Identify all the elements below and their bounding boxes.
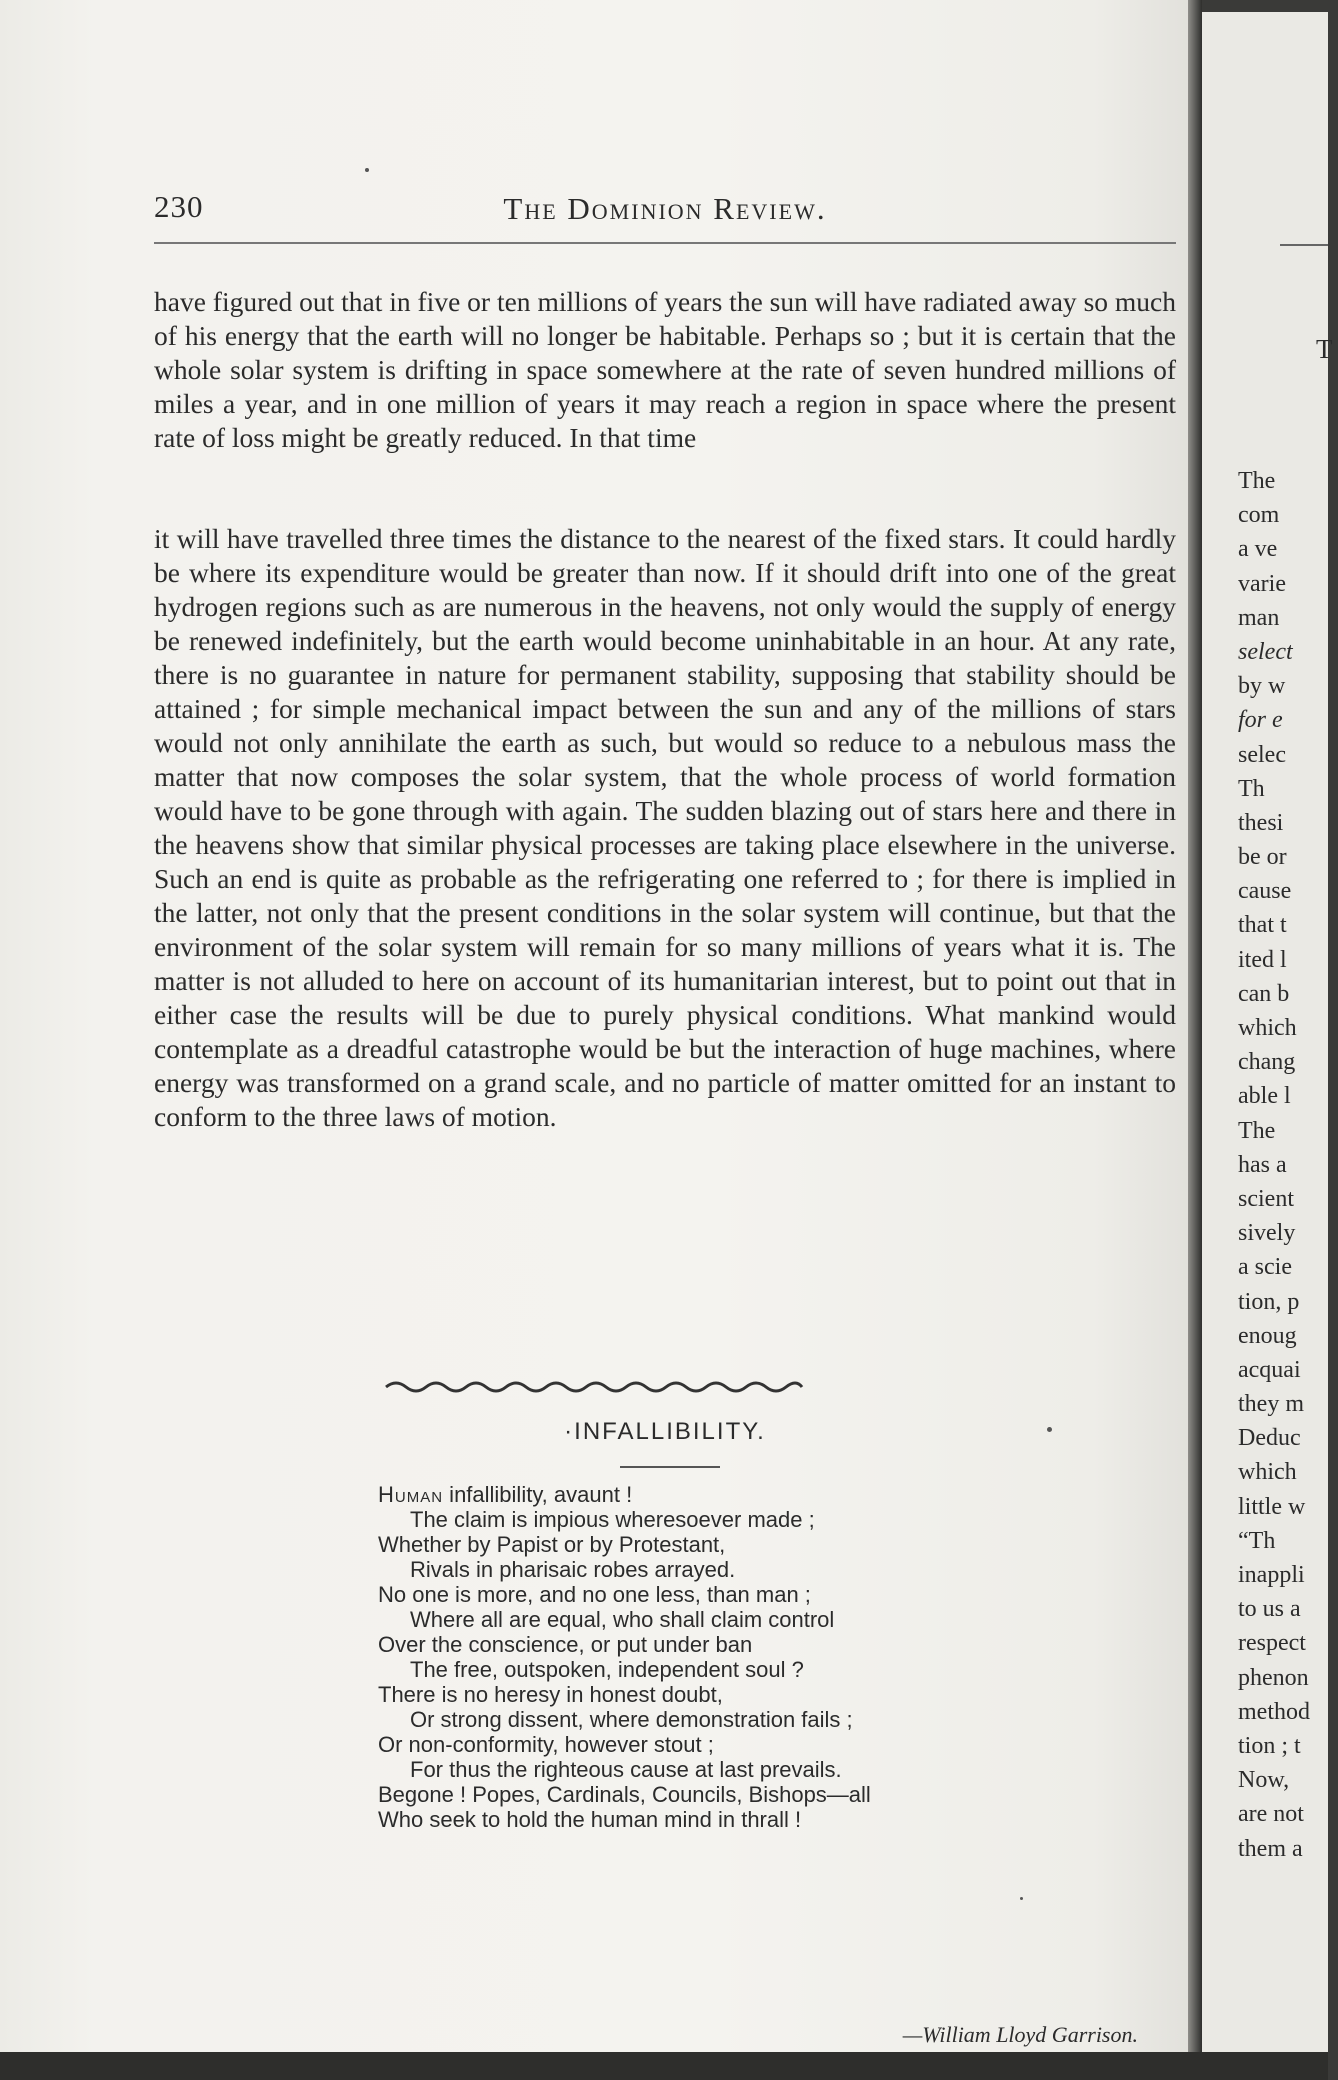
running-head: The Dominion Review. — [503, 191, 827, 226]
print-speck — [1020, 1897, 1023, 1900]
poem-line: No one is more, and no one less, than man ; — [378, 1582, 811, 1607]
adjacent-line: has a — [1238, 1151, 1287, 1178]
poem-line: The free, outspoken, independent soul ? — [410, 1657, 804, 1682]
wavy-divider-ornament — [384, 1375, 804, 1399]
adjacent-heading-fragment: T — [1316, 334, 1333, 364]
poem-line: Or non-conformity, however stout ; — [378, 1732, 714, 1757]
page-header — [154, 185, 1176, 229]
adjacent-line: them a — [1238, 1835, 1303, 1862]
adjacent-line: acquai — [1238, 1356, 1301, 1383]
adjacent-line: varie — [1238, 570, 1286, 597]
adjacent-line: scient — [1238, 1185, 1294, 1212]
poem-line: Or strong dissent, where demonstration fails ; — [410, 1707, 853, 1732]
adjacent-line: be or — [1238, 844, 1287, 871]
adjacent-line: are not — [1238, 1801, 1304, 1828]
poem — [378, 1482, 1098, 1832]
poem-line-1 — [378, 1482, 1098, 1507]
adjacent-line: respect — [1238, 1630, 1306, 1657]
adjacent-line: select — [1238, 638, 1293, 665]
adjacent-line: Now, — [1238, 1767, 1290, 1794]
adjacent-line: phenon — [1238, 1664, 1309, 1691]
poem-line: Rivals in pharisaic robes arrayed. — [410, 1557, 736, 1582]
adjacent-page-fragment — [1202, 12, 1333, 2052]
adjacent-line: can b — [1238, 980, 1290, 1007]
poem-attribution: —William Lloyd Garrison. — [902, 2022, 1138, 2047]
poem-line: Begone ! Popes, Cardinals, Councils, Bishops—all — [378, 1782, 871, 1807]
book-gutter — [1188, 0, 1202, 2052]
adjacent-text-column — [1238, 464, 1338, 1866]
adjacent-line: chang — [1238, 1049, 1296, 1076]
adjacent-line: selec — [1238, 741, 1286, 768]
adjacent-line: sively — [1238, 1220, 1296, 1247]
body-paragraph-1: have figured out that in five or ten millions of years the sun will have radiated away so much of his energy that the earth will no longer be habitable. Perhaps so ; but it is certain that the whole solar system is drifting in space somewhere at the rate of seven hundred millions of miles a year, and in one million of years it may reach a region in space where the present rate of loss might be greatly reduced. In that time — [154, 286, 1176, 453]
body-paragraph-2: it will have travelled three times the distance to the nearest of the fixed stars. It could hardly be where its expenditure would be greater than now. If it should drift into one of the great hydrogen regions such as are numerous in the heavens, not only would the supply of energy be renewed indefinitely, but the earth would become uninhabitable in an hour. At any rate, there is no guarantee in nature for permanent stability, supposing that stability should be attained ; for simple mechanical impact between the sun and any of the millions of stars would not only annihilate the earth as such, but would so reduce to a nebulous mass the matter that now composes the solar system, that the whole process of world formation would have to be gone through with again. The sudden blazing out of stars here and there in the heavens show that similar physical processes are taking place elsewhere in the universe. Such an end is quite as probable as the refrigerating one referred to ; for there is implied in the latter, not only that the present conditions in the solar system will continue, but that the environment of the solar system will remain for so many millions of years what it is. The matter is not alluded to here on account of its humanitarian interest, but to point out that in either case the results will be due to purely physical conditions. What mankind would contemplate as a dreadful catastrophe would be but the interaction of huge machines, where energy was transformed on a grand scale, and no particle of matter omitted for an instant to conform to the three laws of motion. — [154, 523, 1176, 1132]
adjacent-line: which — [1238, 1015, 1297, 1041]
adjacent-line: they m — [1238, 1391, 1304, 1418]
adjacent-line: method — [1238, 1698, 1310, 1725]
adjacent-line: ited l — [1238, 946, 1287, 973]
adjacent-line: The — [1238, 1117, 1276, 1144]
adjacent-line: “Th — [1238, 1527, 1276, 1554]
poem-line-1-rest: infallibility, avaunt ! — [443, 1482, 633, 1507]
poem-line: The claim is impious wheresoever made ; — [410, 1507, 815, 1532]
adjacent-line: little w — [1238, 1493, 1306, 1520]
adjacent-line: inappli — [1238, 1562, 1305, 1588]
adjacent-line: com — [1238, 502, 1280, 529]
poem-line: Over the conscience, or put under ban — [378, 1632, 753, 1657]
adjacent-line: a ve — [1238, 536, 1278, 563]
adjacent-line: thesi — [1238, 809, 1284, 836]
poem-line: Who seek to hold the human mind in thrall ! — [378, 1807, 802, 1832]
adjacent-line: tion ; t — [1238, 1732, 1301, 1759]
poem-line: There is no heresy in honest doubt, — [378, 1682, 723, 1707]
adjacent-line: cause — [1238, 878, 1292, 905]
adjacent-line: enoug — [1238, 1322, 1297, 1349]
adjacent-line: by w — [1238, 673, 1286, 700]
scan-bottom-edge — [0, 2052, 1328, 2080]
adjacent-line: that t — [1238, 912, 1287, 939]
adjacent-line: for e — [1238, 707, 1283, 734]
adjacent-line: which — [1238, 1459, 1297, 1486]
print-speck — [1047, 1427, 1052, 1432]
print-speck — [365, 168, 369, 172]
poem-line: For thus the righteous cause at last prevails. — [410, 1757, 842, 1782]
poem-title: ·INFALLIBILITY. — [564, 1418, 766, 1445]
adjacent-line: Deduc — [1238, 1425, 1301, 1452]
page-number: 230 — [154, 189, 204, 224]
poem-line: Where all are equal, who shall claim control — [410, 1607, 835, 1632]
adjacent-line: Th — [1238, 775, 1265, 802]
header-rule — [154, 242, 1176, 244]
adjacent-header-rule — [1280, 244, 1328, 246]
poem-line: Whether by Papist or by Protestant, — [378, 1532, 726, 1557]
title-rule — [620, 1466, 720, 1468]
adjacent-line: able l — [1238, 1083, 1291, 1110]
adjacent-line: The — [1238, 468, 1276, 494]
adjacent-line: tion, p — [1238, 1288, 1300, 1315]
adjacent-line: a scie — [1238, 1254, 1292, 1281]
adjacent-line: man — [1238, 604, 1280, 631]
adjacent-line: to us a — [1238, 1596, 1301, 1623]
poem-first-word: Human — [378, 1482, 444, 1507]
